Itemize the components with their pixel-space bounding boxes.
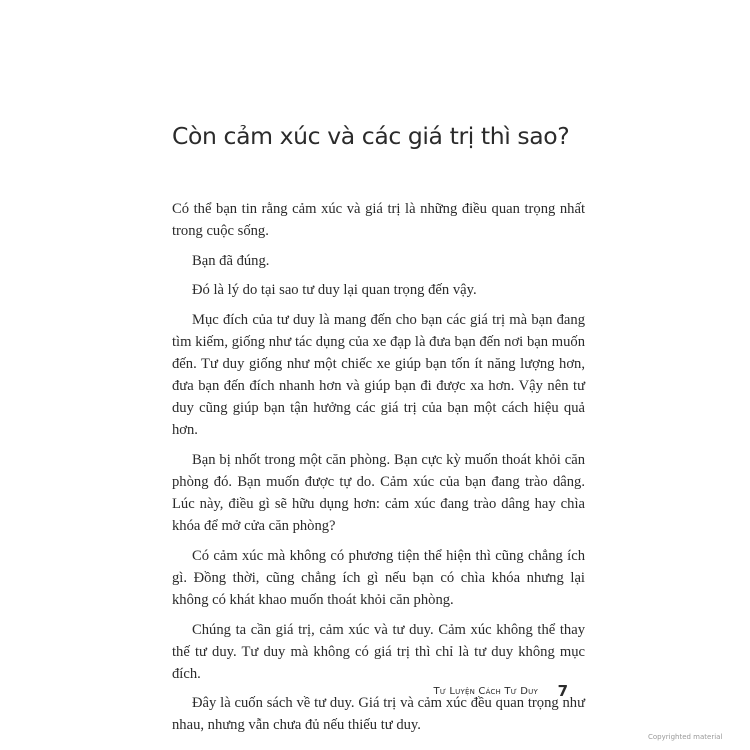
paragraph: Chúng ta cần giá trị, cảm xúc và tư duy. Cảm xúc không thể thay thế tư duy. Tư duy mà không có giá trị thì chỉ là tư duy không mục đích. <box>172 621 585 682</box>
paragraph: Bạn đã đúng. <box>192 252 270 269</box>
paragraph: Có cảm xúc mà không có phương tiện thể hiện thì cũng chẳng ích gì. Đồng thời, cũng chẳng ích gì nếu bạn có chìa khóa nhưng lại không có khát khao muốn thoát khỏi căn phòng. <box>172 547 585 608</box>
paragraph: Đó là lý do tại sao tư duy lại quan trọng đến vậy. <box>192 282 477 299</box>
copyright-watermark: Copyrighted material <box>648 733 723 741</box>
chapter-title: Còn cảm xúc và các giá trị thì sao? <box>172 122 570 150</box>
paragraph: Mục đích của tư duy là mang đến cho bạn các giá trị mà bạn đang tìm kiếm, giống như tác dụng của xe đạp là đưa bạn đến nơi bạn muốn đến. Tư duy giống như một chiếc xe giúp bạn tốn ít năng lượng hơn, đưa bạn đến đích nhanh hơn và giúp bạn đi được xa hơn. Vậy nên tư duy cũng giúp bạn tận hưởng các giá trị của bạn một cách hiệu quả hơn. <box>172 311 585 439</box>
running-title: Tư Luyện Cách Tư Duy <box>433 686 538 697</box>
page-number: 7 <box>557 682 568 700</box>
paragraph: Đây là cuốn sách về tư duy. Giá trị và cảm xúc đều quan trọng như nhau, nhưng vẫn chưa đủ nếu thiếu tư duy. <box>172 695 585 734</box>
page-footer <box>380 683 570 703</box>
body-text <box>172 198 585 744</box>
paragraph: Có thể bạn tin rằng cảm xúc và giá trị là những điều quan trọng nhất trong cuộc sống. <box>172 201 585 240</box>
paragraph: Bạn bị nhốt trong một căn phòng. Bạn cực kỳ muốn thoát khỏi căn phòng đó. Bạn muốn được tự do. Cảm xúc của bạn đang trào dâng. Lúc này, điều gì sẽ hữu dụng hơn: cảm xúc đang trào dâng hay chìa khóa để mở cửa căn phòng? <box>172 451 585 535</box>
